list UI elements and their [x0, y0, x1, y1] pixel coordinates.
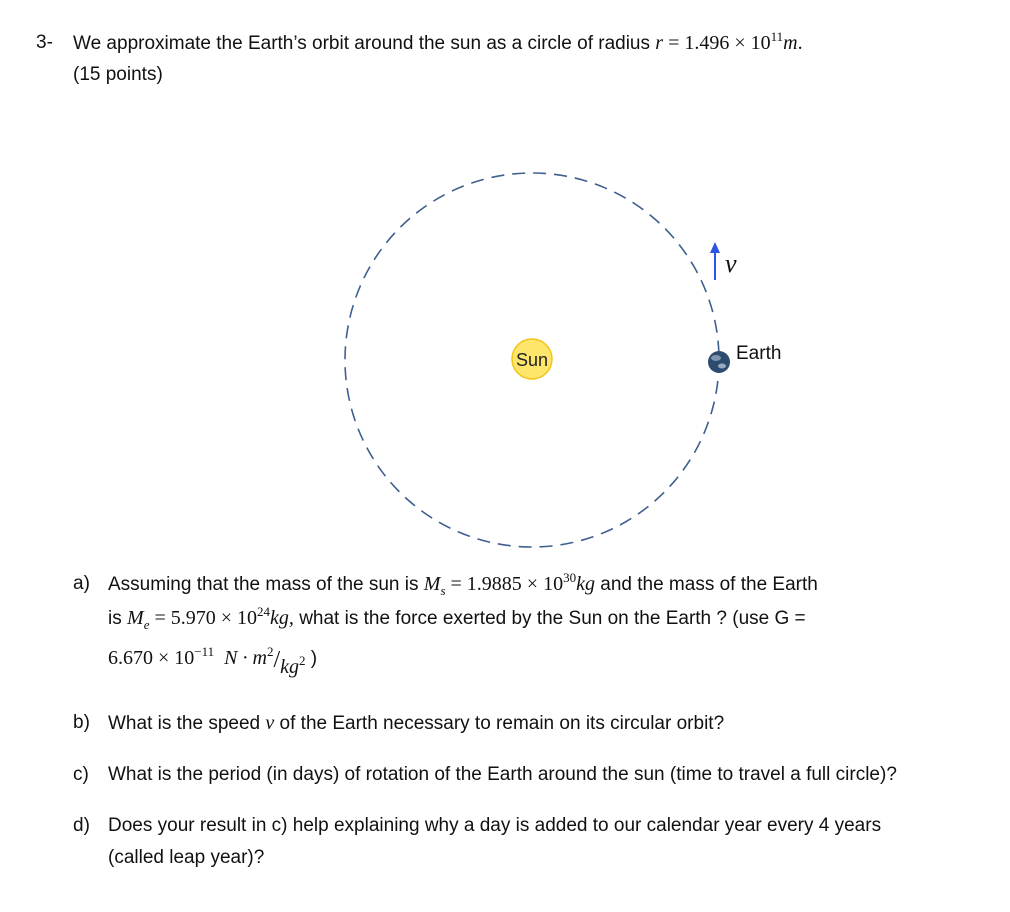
question-points: (15 points): [73, 64, 163, 85]
question-number: 3-: [36, 32, 53, 53]
part-d-line1: Does your result in c) help explaining why a day is added to our calendar year every 4 years: [108, 815, 882, 836]
sun-mass-formula: $M_s = 1.9885 \times 10^{30}kg$: [423, 570, 595, 598]
part-d-letter: d): [73, 815, 90, 836]
part-b-letter: b): [73, 712, 90, 733]
part-c-text: What is the period (in days) of rotation of the Earth around the sun (time to travel a full circle)?: [108, 764, 897, 785]
question-text: We approximate the Earth’s orbit around the sun as a circle of radius: [73, 33, 650, 54]
sun-label: Sun: [515, 350, 549, 370]
velocity-label: v: [725, 249, 737, 278]
part-a-line2: is $M_e = 5.970 \times 10^{24}kg$, what is the force exerted by the Sun on the Earth ? (use G =: [108, 604, 806, 632]
earth-icon: [708, 351, 730, 373]
part-d-line2: (called leap year)?: [108, 847, 265, 868]
part-a-line1: Assuming that the mass of the sun is $M_s = 1.9885 \times 10^{30}kg$ and the mass of the Earth: [108, 570, 818, 598]
gravity-constant-formula: $6.670 \times 10^{-11}$ $N \cdot m^2/kg^2$: [108, 644, 306, 678]
radius-formula: $r = 1.496 \times 10^{11}m$.: [655, 29, 803, 54]
part-a-line3: $6.670 \times 10^{-11}$ $N \cdot m^2/kg^2$ ): [108, 644, 318, 678]
part-c-letter: c): [73, 764, 89, 785]
earth-label: Earth: [736, 343, 782, 364]
question-statement: [73, 29, 803, 55]
earth-mass-formula: $M_e = 5.970 \times 10^{24}kg$,: [127, 604, 294, 632]
velocity-arrow: [710, 242, 720, 280]
part-a-letter: a): [73, 573, 90, 594]
orbit-diagram: [320, 165, 782, 560]
part-b-text: What is the speed v of the Earth necessary to remain on its circular orbit?: [108, 712, 725, 734]
